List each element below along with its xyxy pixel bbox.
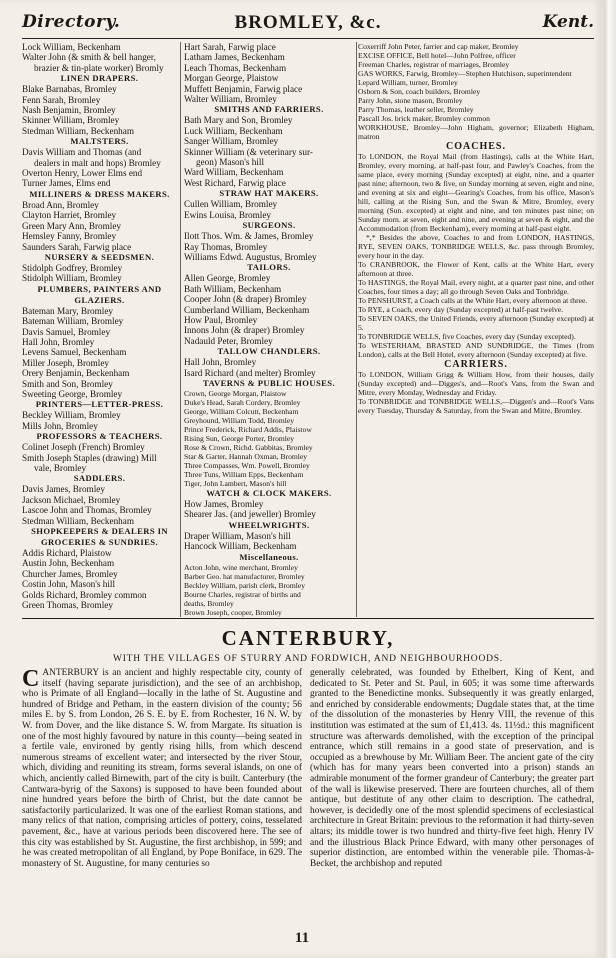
directory-entry: Brown Joseph, cooper, Bromley bbox=[184, 607, 282, 617]
directory-column-1 bbox=[22, 42, 177, 617]
column-divider bbox=[356, 42, 357, 617]
directory-entry: Addis Richard, Plaistow bbox=[22, 548, 112, 559]
directory-entry: Three Tuns, William Epps, Beckenham bbox=[184, 469, 304, 479]
category-heading: COACHES. bbox=[446, 141, 506, 152]
directory-entry: How Paul, Bromley bbox=[184, 314, 258, 325]
directory-entry: Clayton Harriet, Bromley bbox=[22, 210, 117, 221]
directory-entry: Bateman Mary, Bromley bbox=[22, 305, 113, 316]
directory-column-2 bbox=[184, 42, 354, 617]
directory-entry: Rising Sun, George Porter, Bromley bbox=[184, 433, 295, 443]
directory-entry: To RYE, a Coach, every day (Sunday excepted) at half-past twelve. bbox=[358, 305, 564, 314]
directory-entry: Shearer Jas. (and jeweller) Bromley bbox=[184, 509, 316, 520]
canterbury-text-right: generally celebrated, was founded by Ethelbert, King of Kent, and dedicated to St. Peter and St. Paul, in 605; it was some time afterwards granted to the Benedictine monks. Subsequently it was greatly enlarged, and enriched by considerable endowments; Dugdale states that, at the time of the dissolution of the monasteries by Henry VIII, the revenue of this institution was estimated at the sum of £1,413. 4s. 11½d.: this magnificent structure was afterwards demolished, with the exception of the principal entrance, which still remains in a good state of preservation, and is occupied as a brewhouse by Mr. William Beer. The ancient gate of the city (which has for many years been converted into a prison) stands an admirable monument of the former grandeur of Canterbury; the greater part of the wall is likewise preserved. There are fourteen churches, all of them antique, but destitute of any other claim to description. The cathedral, however, is decidedly one of the most splendid specimens of ecclesiastical architecture in Great Britain: previous to the reformation it had thirty-seven altars; its middle tower is two hundred and thirty-five feet high. Henry IV and the illustrious Black Prince Edward, with many other personages of superior distinction, are entombed within the venerable pile. Thomas-à-Becket, the archbishop and reputed bbox=[310, 668, 594, 869]
directory-entry: Freeman Charles, registrar of marriages, Bromley bbox=[358, 60, 510, 69]
directory-entry: WORKHOUSE, Bromley—John Higham, governor; Elizabeth Higham, matron bbox=[358, 123, 594, 141]
directory-entry: Nadauld Peter, Bromley bbox=[184, 335, 273, 346]
column-divider bbox=[180, 42, 181, 617]
directory-entry: Golds Richard, Bromley common bbox=[22, 589, 147, 600]
directory-entry: George, William Colcutt, Beckenham bbox=[184, 406, 299, 416]
directory-entry: Austin John, Beckenham bbox=[22, 558, 115, 569]
category-heading: GLAZIERS. bbox=[74, 294, 125, 305]
directory-entry: Sanger William, Bromley bbox=[184, 136, 279, 147]
drop-cap: C bbox=[22, 668, 40, 692]
directory-entry: Duke's Head, Sarah Cordery, Bromley bbox=[184, 397, 301, 407]
directory-entry: Tiger, John Lambert, Mason's hill bbox=[184, 478, 287, 488]
directory-entry: Mills John, Bromley bbox=[22, 420, 98, 431]
directory-entry: Beckley William, Bromley bbox=[22, 410, 121, 421]
directory-entry: To LONDON, William Grigg & William How, from their houses, daily (Sunday excepted) and—Digges's, and—Root's Vans, from the Swan and Mitre, every Monday, Wednesday and Friday. bbox=[358, 370, 594, 397]
directory-entry: Lascoe John and Thomas, Bromley bbox=[22, 505, 152, 516]
directory-entry: Osborn & Son, coach builders, Bromley bbox=[358, 87, 481, 96]
category-heading: TAVERNS & PUBLIC HOUSES. bbox=[202, 377, 335, 388]
directory-entry: Stidolph William, Bromley bbox=[22, 273, 122, 284]
directory-entry: Smith Joseph Staples (drawing) Mill bbox=[22, 452, 157, 463]
directory-entry: Allen George, Bromley bbox=[184, 273, 271, 284]
directory-entry: Jackson Michael, Bromley bbox=[22, 494, 121, 505]
directory-entry: Hall John, Bromley bbox=[22, 336, 95, 347]
directory-column-3 bbox=[358, 42, 594, 617]
directory-entry: Sweeting George, Bromley bbox=[22, 388, 123, 399]
directory-entry: Pascall Jos. brick maker, Bromley common bbox=[358, 114, 490, 123]
category-heading: LINEN DRAPERS. bbox=[60, 73, 139, 84]
directory-entry: Parry John, stone mason, Bromley bbox=[358, 96, 463, 105]
directory-entry: Green Thomas, Bromley bbox=[22, 600, 113, 611]
directory-entry: Overton Henry, Lower Elms end bbox=[22, 168, 143, 179]
directory-entry: Crown, George Morgan, Plaistow bbox=[184, 388, 287, 398]
directory-entry: How James, Bromley bbox=[184, 498, 264, 509]
directory-entry: Davis Samuel, Bromley bbox=[22, 326, 111, 337]
directory-entry: Nash Benjamin, Bromley bbox=[22, 105, 116, 116]
directory-entry: Parry Thomas, leather seller, Bromley bbox=[358, 105, 474, 114]
directory-entry: Innons John (& draper) Bromley bbox=[184, 325, 305, 336]
directory-entry: Stedman William, Beckenham bbox=[22, 515, 134, 526]
directory-entry: Prince Frederick, Richard Addis, Plaistow bbox=[184, 424, 312, 434]
directory-entry: Orery Benjamin, Beckenham bbox=[22, 368, 130, 379]
directory-entry: Latham James, Beckenham bbox=[184, 52, 285, 63]
directory-entry: deaths, Bromley bbox=[184, 598, 234, 608]
header-left: Directory. bbox=[22, 12, 121, 32]
directory-entry: Smith and Son, Bromley bbox=[22, 378, 113, 389]
directory-entry: Hancock William, Beckenham bbox=[184, 541, 297, 552]
directory-entry: GAS WORKS, Farwig, Bromley—Stephen Hutchison, superintendent bbox=[358, 69, 572, 78]
directory-entry: West Richard, Farwig place bbox=[184, 177, 286, 188]
category-heading: MALTSTERS. bbox=[70, 136, 129, 147]
directory-entry: Hall John, Bromley bbox=[184, 357, 257, 368]
directory-entry: Isard Richard (and melter) Bromley bbox=[184, 367, 316, 378]
directory-entry: Cooper John (& draper) Bromley bbox=[184, 294, 307, 305]
directory-entry: To TONBRIDGE and TONBRIDGE WELLS,—Diggen's and—Root's Vans every Tuesday, Thursday & Saturday, from the Swan and Mitre, Bromley. bbox=[358, 397, 594, 415]
directory-entry: Skinner William (& veterinary sur- bbox=[184, 146, 313, 157]
directory-entry: Cullen William, Bromley bbox=[184, 199, 278, 210]
directory-entry: Williams Edwd. Augustus, Bromley bbox=[184, 251, 317, 262]
directory-entry: Walter John (& smith & bell hanger, bbox=[22, 52, 156, 63]
directory-entry: Ray Thomas, Bromley bbox=[184, 241, 268, 252]
directory-entry: geon) Mason's hill bbox=[196, 157, 265, 168]
header-right: Kent. bbox=[542, 12, 594, 32]
directory-entry: To WESTERHAM, BRASTED AND SUNDRIDGE, the Times (from London), calls at the Bell Hotel, every afternoon (Sunday excepted) at five. bbox=[358, 341, 594, 359]
category-heading: MILLINERS & DRESS MAKERS. bbox=[29, 188, 170, 199]
directory-entry: Barber Geo. hat manufacturer, Bromley bbox=[184, 571, 305, 581]
directory-entry: EXCISE OFFICE, Bell hotel—John Polfree, officer bbox=[358, 51, 516, 60]
directory-entry: Blake Barnabas, Bromley bbox=[22, 84, 117, 95]
category-heading: Miscellaneous. bbox=[239, 551, 299, 562]
header-rule bbox=[22, 38, 594, 39]
category-heading: WHEELWRIGHTS. bbox=[228, 519, 310, 530]
directory-entry: To HASTINGS, the Royal Mail, every night, at a quarter past nine, and other Coaches, four times a day; all go through Seven Oaks and Tonbridge. bbox=[358, 278, 594, 296]
directory-entry: Star & Garter, Hannah Oxman, Bromley bbox=[184, 451, 308, 461]
directory-entry: Ward William, Beckenham bbox=[184, 167, 284, 178]
directory-entry: Rose & Crown, Richd. Gabbitas, Bromley bbox=[184, 442, 313, 452]
directory-entry: Hemsley Fanny, Bromley bbox=[22, 231, 117, 242]
directory-entry: Fenn Sarah, Bromley bbox=[22, 94, 101, 105]
category-heading: TAILORS. bbox=[247, 262, 291, 273]
category-heading: SMITHS AND FARRIERS. bbox=[214, 104, 324, 115]
directory-entry: To PENSHURST, a Coach calls at the White Hart, every afternoon at three. bbox=[358, 296, 588, 305]
directory-entry: To SEVEN OAKS, the United Friends, every afternoon (Sunday excepted) at 5. bbox=[358, 314, 594, 332]
directory-entry: Churcher James, Bromley bbox=[22, 568, 118, 579]
directory-entry: Saunders Sarah, Farwig place bbox=[22, 241, 132, 252]
directory-entry: Stedman William, Beckenham bbox=[22, 125, 134, 136]
directory-entry: Lepard William, turner, Bromley bbox=[358, 78, 458, 87]
directory-entry: Ilott Thos. Wm. & James, Bromley bbox=[184, 231, 314, 242]
canterbury-paragraph-left: ANTERBURY is an ancient and highly respectable city, county of itself (having separate jurisdiction), and the see of an archbishop, who is Primate of all England—locally in the lathe of St. Augustine and hundred of Bridge and Petham, in the eastern division of the county; 56 miles E. by S. from London, 26 S. E. by E. from Rochester, 16 N. W. by W. from Dover, and the like distance S. W. from Margate. Its situation is one of the most highly favoured by nature in this county—being seated in a fertile vale, environed by gently rising hills, from which descend numerous streams of excellent water; and intersected by the river Stour, which, dividing and reuniting its stream, forms several islands, on one of which, anciently called Birnewith, part of the city is built. Canterbury (the Cantwara-byrig of the Saxons) is supposed to have been founded about nine hundred years before the birth of Christ, but the date cannot be satisfactorily particularized. It was one of the earliest Roman stations, and many relics of that nation, comprising articles of pottery, coins, tesselated pavement, &c., have at various periods been discovered here. The see of this city was established by St. Augustine, the first archbishop, in 599; and he was created metropolitan of all England, by Pope Boniface, in 629. The monastery of St. Augustine, for many centuries so bbox=[22, 668, 302, 869]
directory-entry: brazier & tin-plate worker) Bromly bbox=[34, 62, 164, 73]
directory-entry: Three Compasses, Wm. Powell, Bromley bbox=[184, 460, 310, 470]
directory-entry: dealers in malt and hops) Bromley bbox=[34, 157, 161, 168]
section-rule bbox=[22, 618, 594, 619]
directory-entry: Leach Thomas, Beckenham bbox=[184, 62, 287, 73]
directory-entry: To CRANBROOK, the Flower of Kent, calls at the White Hart, every afternoon at three. bbox=[358, 260, 594, 278]
category-heading: CARRIERS. bbox=[444, 359, 508, 370]
directory-entry: Acton John, wine merchant, Bromley bbox=[184, 562, 298, 572]
canterbury-text-left bbox=[22, 668, 302, 920]
category-heading: STRAW HAT MAKERS. bbox=[219, 188, 319, 199]
directory-entry: Davis James, Bromley bbox=[22, 484, 105, 495]
category-heading: TALLOW CHANDLERS. bbox=[217, 346, 321, 357]
directory-entry: Coxerriff John Peter, farrier and cap maker, Bromley bbox=[358, 42, 519, 51]
header-title: BROMLEY, &c. bbox=[234, 12, 382, 33]
directory-entry: To LONDON, the Royal Mail (from Hastings), calls at the White Hart, Bromley, every morning, at half-past four, and Pawley's Coaches, from the same place, every morning (Sunday excepted) at eight, nine, and a quarter past nine; afternoon, two & five, on Sunday morning at seven, eight and nine, and evening at six and eight—Gearing's Coaches, from his office, Mason's hill, calling at the Rising Sun, and the Swan & Mitre, Bromley, every morning (Sun. excepted) at eight and nine, and ten minutes past nine; on Sunday morn. at seven, eight and nine, and evening at seven & eight, and the Accommodation (from Beckenham), every morning at half-past eight. bbox=[358, 152, 594, 233]
directory-entry: Stidolph Godfrey, Bromley bbox=[22, 262, 123, 273]
category-heading: GROCERIES & SUNDRIES. bbox=[40, 537, 159, 548]
directory-entry: Luck William, Beckenham bbox=[184, 125, 283, 136]
directory-entry: Muffett Benjamin, Farwig place bbox=[184, 83, 303, 94]
directory-entry: Levens Samuel, Beckenham bbox=[22, 347, 127, 358]
category-heading: NURSERY & SEEDSMEN. bbox=[44, 251, 155, 262]
directory-entry: Bath Mary and Son, Bromley bbox=[184, 115, 293, 126]
directory-entry: Beckley William, parish clerk, Bromley bbox=[184, 580, 306, 590]
category-heading: SURGEONS. bbox=[242, 220, 296, 231]
directory-entry: Turner James, Elms end bbox=[22, 178, 111, 189]
category-heading: PRINTERS—LETTER-PRESS. bbox=[35, 399, 164, 410]
section-title: CANTERBURY, bbox=[221, 626, 395, 650]
directory-entry: vale, Bromley bbox=[34, 463, 87, 473]
page-number: 11 bbox=[294, 930, 310, 946]
directory-entry: Bath William, Beckenham bbox=[184, 283, 282, 294]
category-heading: PROFESSORS & TEACHERS. bbox=[36, 431, 163, 442]
category-heading: SADDLERS. bbox=[73, 473, 126, 484]
directory-entry: Lock William, Beckenham bbox=[22, 42, 121, 52]
directory-entry: Greyhound, William Todd, Bromley bbox=[184, 415, 295, 425]
directory-entry: Miller Joseph, Bromley bbox=[22, 357, 110, 368]
directory-entry: Ewins Louisa, Bromley bbox=[184, 209, 272, 220]
directory-entry: Green Mary Ann, Bromley bbox=[22, 220, 121, 231]
directory-entry: Bateman William, Bromley bbox=[22, 316, 124, 327]
category-heading: SHOPKEEPERS & DEALERS IN bbox=[31, 526, 168, 537]
directory-entry: Broad Ann, Bromley bbox=[22, 199, 99, 210]
directory-entry: Colinet Joseph (French) Bromley bbox=[22, 442, 145, 453]
directory-entry: Cumberland William, Beckenham bbox=[184, 304, 310, 315]
directory-entry: Costin John, Mason's hill bbox=[22, 579, 116, 590]
directory-entry: To TONBRIDGE WELLS, five Coaches, every day (Sunday excepted). bbox=[358, 332, 576, 341]
category-heading: WATCH & CLOCK MAKERS. bbox=[206, 487, 332, 498]
directory-entry: Walter William, Bromley bbox=[184, 94, 277, 105]
page-header bbox=[22, 12, 594, 38]
directory-entry: Davis William and Thomas (and bbox=[22, 147, 142, 158]
page-edge bbox=[604, 0, 616, 958]
directory-entry: Morgan George, Plaistow bbox=[184, 73, 279, 84]
section-subtitle: WITH THE VILLAGES OF STURRY AND FORDWICH, AND NEIGHBOURHOODS. bbox=[112, 654, 504, 664]
directory-entry: Bourne Charles, registrar of births and bbox=[184, 589, 301, 599]
directory-entry: Hart Sarah, Farwig place bbox=[184, 42, 276, 52]
category-heading: PLUMBERS, PAINTERS AND bbox=[37, 283, 162, 294]
directory-entry: Draper William, Mason's hill bbox=[184, 530, 291, 541]
directory-entry: *,* Besides the above, Coaches to and from LONDON, HASTINGS, RYE, SEVEN OAKS, TONBRIDGE WELLS, &c. pass through Bromley, every hour in the day. bbox=[358, 233, 594, 260]
directory-entry: Skinner William, Bromley bbox=[22, 115, 120, 126]
